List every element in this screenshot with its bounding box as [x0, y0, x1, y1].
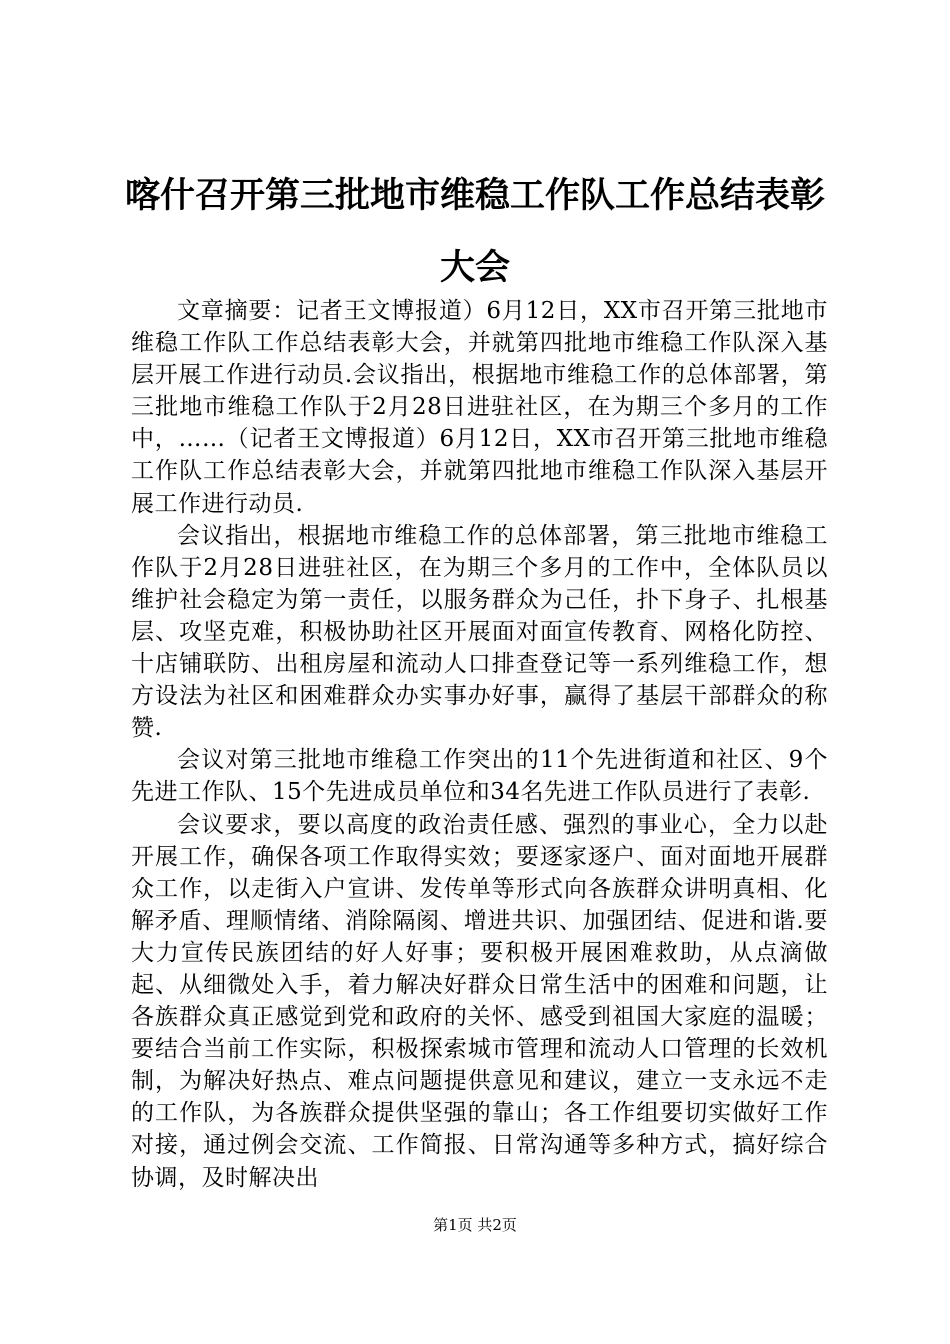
paragraph-meeting-points: 会议指出，根据地市维稳工作的总体部署，第三批地市维稳工作队于2月28日进驻社区，在为期三个多月的工作中，全体队员以维护社会稳定为第一责任，以服务群众为己任，扑下身子、扎根基层、攻坚克难，积极协助社区开展面对面宣传教育、网格化防控、十店铺联防、出租房屋和流动人口排查登记等一系列维稳工作，想方设法为社区和困难群众办实事办好事，赢得了基层干部群众的称赞. [131, 522, 828, 742]
paragraph-commendation: 会议对第三批地市维稳工作突出的11个先进街道和社区、9个先进工作队、15个先进成员单位和34名先进工作队员进行了表彰. [131, 747, 828, 806]
paragraph-requirements: 会议要求，要以高度的政治责任感、强烈的事业心，全力以赴开展工作，确保各项工作取得实效；要逐家逐户、面对面地开展群众工作，以走街入户宣讲、发传单等形式向各族群众讲明真相、化解矛盾、理顺情绪、消除隔阂、增进共识、加强团结、促进和谐.要大力宣传民族团结的好人好事；要积极开展困难救助，从点滴做起、从细微处入手，着力解决好群众日常生活中的困难和问题，让各族群众真正感觉到党和政府的关怀、感受到祖国大家庭的温暖；要结合当前工作实际，积极探索城市管理和流动人口管理的长效机制，为解决好热点、难点问题提供意见和建议，建立一支永远不走的工作队，为各族群众提供坚强的靠山；各工作组要切实做好工作对接，通过例会交流、工作简报、日常沟通等多种方式，搞好综合协调，及时解决出 [131, 811, 828, 1191]
page-footer: 第1页 共2页 [433, 1216, 517, 1234]
title-line-2: 大会 [439, 248, 510, 288]
title-line-1: 喀什召开第三批地市维稳工作队工作总结表彰 [124, 176, 825, 216]
paragraph-abstract: 文章摘要：记者王文博报道）6月12日，XX市召开第三批地市维稳工作队工作总结表彰大会，并就第四批地市维稳工作队深入基层开展工作进行动员.会议指出，根据地市维稳工作的总体部署，第三批地市维稳工作队于2月28日进驻社区，在为期三个多月的工作中，……（记者王文博报道）6月12日，XX市召开第三批地市维稳工作队工作总结表彰大会，并就第四批地市维稳工作队深入基层开展工作进行动员. [131, 298, 828, 517]
document-title [100, 160, 850, 304]
document-body [131, 295, 828, 1194]
